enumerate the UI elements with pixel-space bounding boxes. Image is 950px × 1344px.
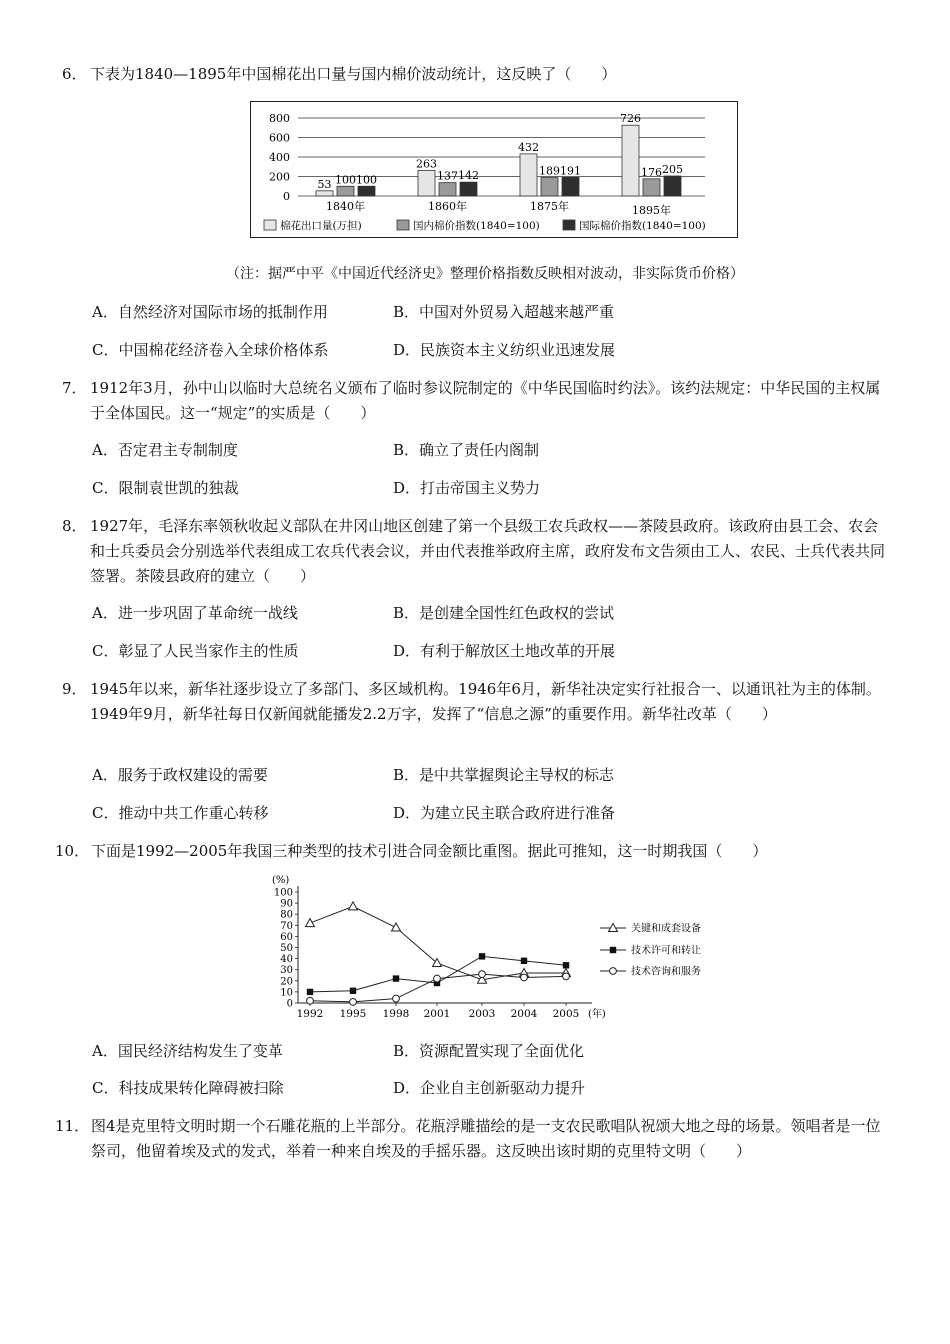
- bar: [541, 178, 558, 196]
- bar-value-label: 176: [641, 165, 662, 179]
- question-6: [62, 62, 892, 87]
- chart-note: （注：据严中平《中国近代经济史》整理价格指数反映相对波动，非实际货币价格）: [226, 266, 744, 282]
- data-point: [393, 995, 400, 1002]
- y-tick-label: 600: [269, 131, 290, 145]
- y-tick-label: 40: [280, 954, 293, 966]
- x-tick-label: 2004: [510, 1008, 538, 1020]
- data-point: [434, 975, 441, 982]
- option-b[interactable]: B．是创建全国性红色政权的尝试: [393, 604, 615, 622]
- legend-label: 技术咨询和服务: [631, 966, 701, 978]
- data-point: [307, 997, 314, 1004]
- option-b[interactable]: B．资源配置实现了全面优化: [393, 1042, 585, 1060]
- data-point: [349, 902, 358, 910]
- option-a[interactable]: A．进一步巩固了革命统一战线: [92, 604, 298, 622]
- y-tick-label: 90: [280, 898, 293, 910]
- data-point: [350, 998, 357, 1005]
- bar: [460, 182, 477, 196]
- option-c[interactable]: C．彰显了人民当家作主的性质: [92, 642, 299, 660]
- x-tick-label: 1995: [339, 1008, 367, 1020]
- bar-value-label: 726: [620, 112, 641, 126]
- data-point: [479, 953, 485, 959]
- question-stem: 1945年以来，新华社逐步设立了多部门、多区域机构。1946年6月，新华社决定实行社报合一、以通讯社为主的体制。1949年9月，新华社每日仅新闻就能播发2.2万字，发挥了“信息之源”的重要作用。新华社改革（ ）: [90, 680, 881, 723]
- x-tick-label: 2001: [423, 1008, 451, 1020]
- y-tick-label: 80: [280, 909, 293, 921]
- legend-label: 国内棉价指数(1840=100): [413, 220, 540, 232]
- x-tick-label: 1992: [296, 1008, 324, 1020]
- bar-value-label: 432: [518, 140, 539, 154]
- y-tick-label: 20: [280, 976, 293, 988]
- y-tick-label: 0: [283, 190, 290, 203]
- legend-label: 技术许可和转让: [631, 945, 701, 957]
- data-point: [393, 975, 399, 981]
- bar-value-label: 100: [356, 173, 377, 187]
- option-d[interactable]: D．企业自主创新驱动力提升: [393, 1079, 586, 1097]
- question-number: 8．: [62, 517, 87, 535]
- y-tick-label: 100: [273, 887, 293, 899]
- data-point: [479, 971, 486, 978]
- option-b[interactable]: B．是中共掌握舆论主导权的标志: [393, 766, 615, 784]
- y-axis-label: (%): [272, 875, 290, 886]
- option-b[interactable]: B．确立了责任内阁制: [393, 441, 540, 459]
- question-number: 6．: [62, 65, 87, 83]
- y-tick-label: 70: [280, 920, 293, 932]
- bar-value-label: 137: [437, 169, 458, 183]
- legend-label: 棉花出口量(万担): [280, 220, 362, 232]
- data-point: [563, 973, 570, 980]
- data-point: [392, 923, 401, 931]
- question-7: [62, 376, 892, 426]
- bar-value-label: 189: [539, 164, 560, 178]
- y-tick-label: 200: [269, 170, 290, 184]
- legend-label: 国际棉价指数(1840=100): [579, 220, 706, 232]
- data-point: [350, 988, 356, 994]
- y-tick-label: 10: [280, 987, 293, 999]
- question-number: 10．: [55, 842, 90, 860]
- question-stem: 图4是克里特文明时期一个石雕花瓶的上半部分。花瓶浮雕描绘的是一支农民歌唱队祝颂大地之母的场景。领唱者是一位祭司，他留着埃及式的发式，举着一种来自埃及的手摇乐器。这反映出该时期的克里特文明（ ）: [91, 1117, 881, 1160]
- x-tick-label: 2005: [552, 1008, 580, 1020]
- option-d[interactable]: D．打击帝国主义势力: [393, 479, 541, 497]
- bar: [520, 154, 537, 196]
- x-category-label: 1840年: [326, 200, 365, 213]
- option-a[interactable]: A．否定君主专制制度: [92, 441, 238, 459]
- x-tick-label: 2003: [468, 1008, 496, 1020]
- bar: [316, 191, 333, 196]
- bar-value-label: 142: [458, 169, 479, 183]
- y-tick-label: 50: [280, 943, 293, 954]
- bar-value-label: 263: [416, 157, 437, 171]
- option-c[interactable]: C．科技成果转化障碍被扫除: [92, 1079, 284, 1097]
- legend-label: 关键和成套设备: [631, 923, 701, 935]
- bar-value-label: 191: [560, 164, 581, 178]
- option-b[interactable]: B．中国对外贸易入超越来越严重: [393, 303, 615, 321]
- question-10: [55, 839, 895, 864]
- question-stem: 下面是1992—2005年我国三种类型的技术引进合同金额比重图。据此可推知，这一时期我国（ ）: [91, 842, 768, 860]
- line-chart: [260, 872, 730, 1022]
- bar: [562, 177, 579, 196]
- option-c[interactable]: C．推动中共工作重心转移: [92, 804, 269, 822]
- question-11: [55, 1114, 895, 1164]
- bar: [622, 125, 639, 196]
- bar: [643, 179, 660, 196]
- y-tick-label: 0: [286, 998, 293, 1010]
- bar-chart: [250, 101, 740, 241]
- option-d[interactable]: D．民族资本主义纺织业迅速发展: [393, 341, 616, 359]
- option-a[interactable]: A．服务于政权建设的需要: [92, 766, 268, 784]
- option-d[interactable]: D．有利于解放区土地改革的开展: [393, 642, 616, 660]
- bar: [358, 186, 375, 196]
- y-tick-label: 30: [280, 965, 293, 977]
- question-stem: 下表为1840—1895年中国棉花出口量与国内棉价波动统计，这反映了（ ）: [90, 65, 617, 83]
- option-c[interactable]: C．限制袁世凯的独裁: [92, 479, 239, 497]
- question-stem: 1927年，毛泽东率领秋收起义部队在井冈山地区创建了第一个县级工农兵政权——茶陵县政府。该政府由县工会、农会和士兵委员会分别选举代表组成工农兵代表会议，并由代表推举政府主席，政府发布文告须由工人、农民、士兵代表共同签署。茶陵县政府的建立（ ）: [90, 517, 886, 585]
- x-category-label: 1875年: [530, 200, 569, 213]
- question-number: 7．: [62, 379, 87, 397]
- bar-value-label: 100: [335, 173, 356, 187]
- x-category-label: 1860年: [428, 200, 467, 213]
- question-9: [62, 677, 892, 727]
- legend-swatch: [397, 220, 409, 230]
- data-point: [307, 989, 313, 995]
- data-point: [563, 962, 569, 968]
- data-point: [521, 958, 527, 964]
- question-stem: 1912年3月，孙中山以临时大总统名义颁布了临时参议院制定的《中华民国临时约法》。该约法规定：中华民国的主权属于全体国民。这一“规定”的实质是（ ）: [90, 379, 881, 422]
- bar: [664, 176, 681, 196]
- bar: [418, 170, 435, 196]
- question-8: [62, 514, 892, 589]
- x-tick-label: 1998: [382, 1008, 410, 1020]
- data-point: [306, 919, 315, 927]
- option-a[interactable]: A．国民经济结构发生了变革: [92, 1042, 283, 1060]
- y-tick-label: 400: [269, 151, 290, 164]
- bar: [337, 186, 354, 196]
- bar: [439, 183, 456, 196]
- y-tick-label: 60: [280, 931, 293, 943]
- x-category-label: 1895年: [632, 204, 671, 217]
- legend-swatch: [264, 220, 276, 230]
- x-axis-label: (年): [588, 1009, 606, 1020]
- y-tick-label: 800: [269, 112, 290, 125]
- data-point: [610, 968, 617, 975]
- legend-swatch: [563, 220, 575, 230]
- bar-value-label: 205: [662, 163, 683, 177]
- series-line: [310, 906, 566, 979]
- data-point: [610, 947, 616, 953]
- question-number: 9．: [62, 680, 87, 698]
- option-c[interactable]: C．中国棉花经济卷入全球价格体系: [92, 341, 329, 359]
- option-a[interactable]: A．自然经济对国际市场的抵制作用: [92, 303, 328, 321]
- data-point: [521, 974, 528, 981]
- question-number: 11．: [55, 1117, 90, 1135]
- bar-value-label: 53: [317, 177, 332, 191]
- option-d[interactable]: D．为建立民主联合政府进行准备: [393, 804, 616, 822]
